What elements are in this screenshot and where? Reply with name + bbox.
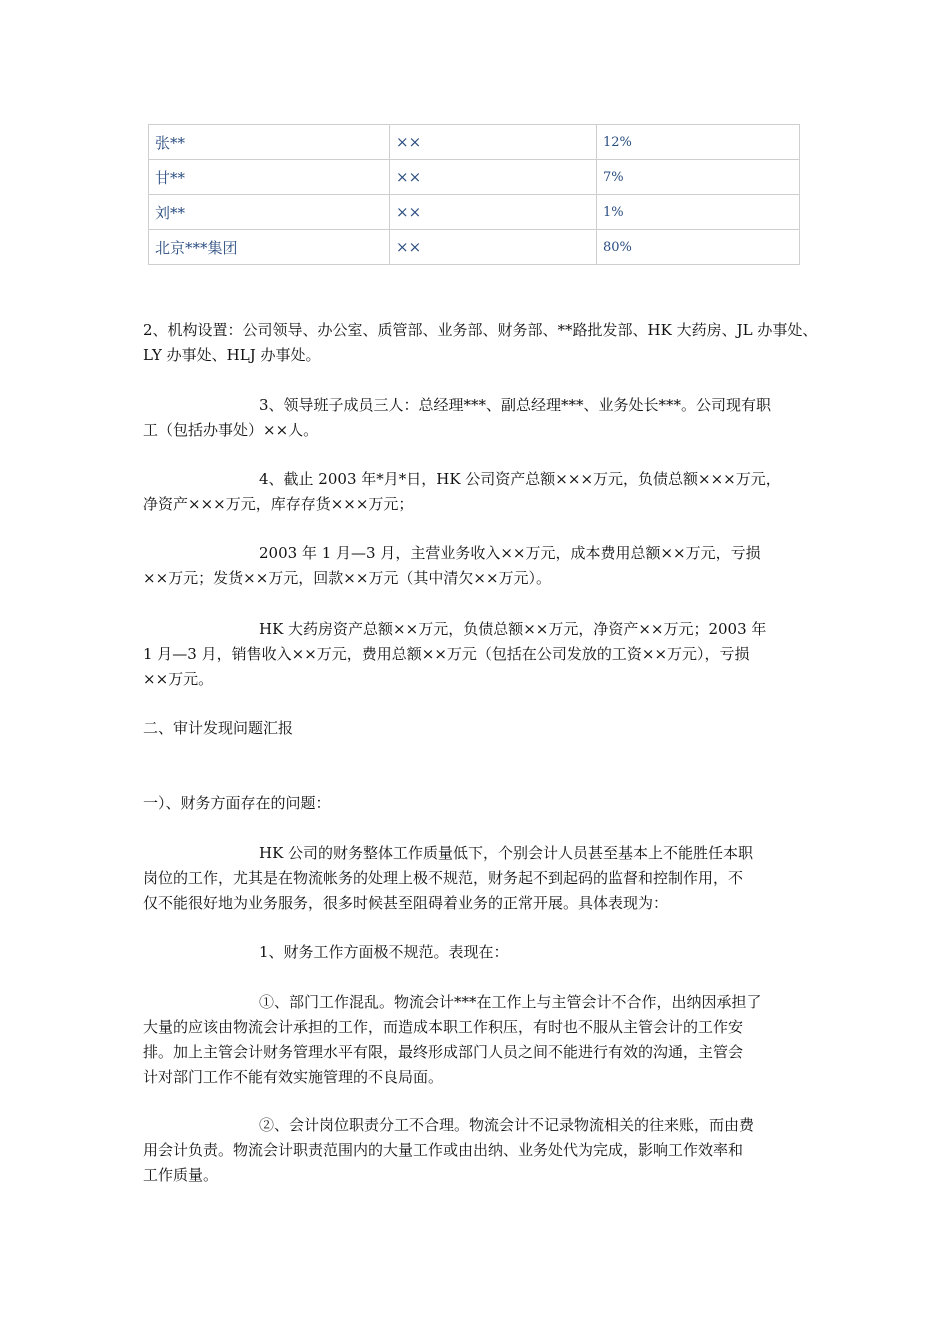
text-line: 一）、财务方面存在的问题： — [143, 794, 331, 812]
text-line: HK 大药房资产总额××万元，负债总额××万元，净资产××万元；2003 年 — [259, 620, 767, 638]
paragraph-org-structure — [143, 318, 818, 368]
shareholder-name: 刘** — [149, 195, 390, 230]
shareholder-name: 北京***集团 — [149, 230, 390, 265]
paragraph-finance-quality — [143, 841, 813, 916]
text-line: 二、审计发现问题汇报 — [143, 719, 294, 737]
text-line: LY 办事处、HLJ 办事处。 — [143, 346, 321, 364]
text-line: ②、会计岗位职责分工不合理。物流会计不记录物流相关的往来账，而由费 — [259, 1116, 755, 1134]
text-line: 1 月—3 月，销售收入××万元，费用总额××万元（包括在公司发放的工资××万元），亏损 — [143, 645, 750, 663]
shareholder-percent: 1% — [597, 195, 800, 230]
text-line: 用会计负责。物流会计职责范围内的大量工作或由出纳、业务处代为完成，影响工作效率和 — [143, 1141, 744, 1159]
shareholder-percent: 12% — [597, 125, 800, 160]
text-line: 2003 年 1 月—3 月，主营业务收入××万元，成本费用总额××万元，亏损 — [259, 544, 761, 562]
text-line: 工作质量。 — [143, 1166, 219, 1184]
shareholder-amount: ×× — [390, 195, 597, 230]
text-line: 仅不能很好地为业务服务，很多时候甚至阻碍着业务的正常开展。具体表现为： — [143, 894, 669, 912]
text-line: 3、领导班子成员三人：总经理***、副总经理***、业务处长***。公司现有职 — [259, 396, 772, 414]
paragraph-revenue — [143, 541, 813, 591]
table-row — [149, 195, 800, 230]
shareholder-amount: ×× — [390, 230, 597, 265]
text-line: 4、截止 2003 年*月*日，HK 公司资产总额×××万元，负债总额×××万元， — [259, 470, 781, 488]
text-line: ××万元。 — [143, 670, 214, 688]
shareholder-amount: ×× — [390, 160, 597, 195]
paragraph-item-1 — [143, 940, 813, 965]
shareholder-table — [148, 124, 800, 265]
text-line: 大量的应该由物流会计承担的工作，而造成本职工作积压，有时也不服从主管会计的工作安 — [143, 1018, 744, 1036]
table-row — [149, 230, 800, 265]
text-line: 净资产×××万元，库存存货×××万元； — [143, 495, 414, 513]
paragraph-assets — [143, 467, 813, 517]
paragraph-leadership — [143, 393, 813, 443]
shareholder-percent: 7% — [597, 160, 800, 195]
text-line: 计对部门工作不能有效实施管理的不良局面。 — [143, 1068, 444, 1086]
shareholder-name: 张** — [149, 125, 390, 160]
text-line: 排。加上主管会计财务管理水平有限，最终形成部门人员之间不能进行有效的沟通，主管会 — [143, 1043, 744, 1061]
paragraph-item-roles — [143, 1113, 813, 1188]
paragraph-pharmacy — [143, 617, 813, 692]
subsection-heading — [143, 791, 813, 816]
shareholder-name: 甘** — [149, 160, 390, 195]
shareholder-amount: ×× — [390, 125, 597, 160]
text-line: HK 公司的财务整体工作质量低下，个别会计人员甚至基本上不能胜任本职 — [259, 844, 754, 862]
table-row — [149, 160, 800, 195]
text-line: 1、财务工作方面极不规范。表现在： — [259, 943, 509, 961]
text-line: 岗位的工作，尤其是在物流帐务的处理上极不规范，财务起不到起码的监督和控制作用，不 — [143, 869, 744, 887]
text-line: ①、部门工作混乱。物流会计***在工作上与主管会计不合作，出纳因承担了 — [259, 993, 762, 1011]
shareholder-percent: 80% — [597, 230, 800, 265]
text-line: ××万元；发货××万元，回款××万元（其中清欠××万元）。 — [143, 569, 552, 587]
table-row — [149, 125, 800, 160]
section-heading — [143, 716, 813, 741]
text-line: 2、机构设置：公司领导、办公室、质管部、业务部、财务部、**路批发部、HK 大药房、JL 办事处、 — [143, 321, 818, 339]
paragraph-item-dept — [143, 990, 813, 1090]
text-line: 工（包括办事处）××人。 — [143, 421, 319, 439]
